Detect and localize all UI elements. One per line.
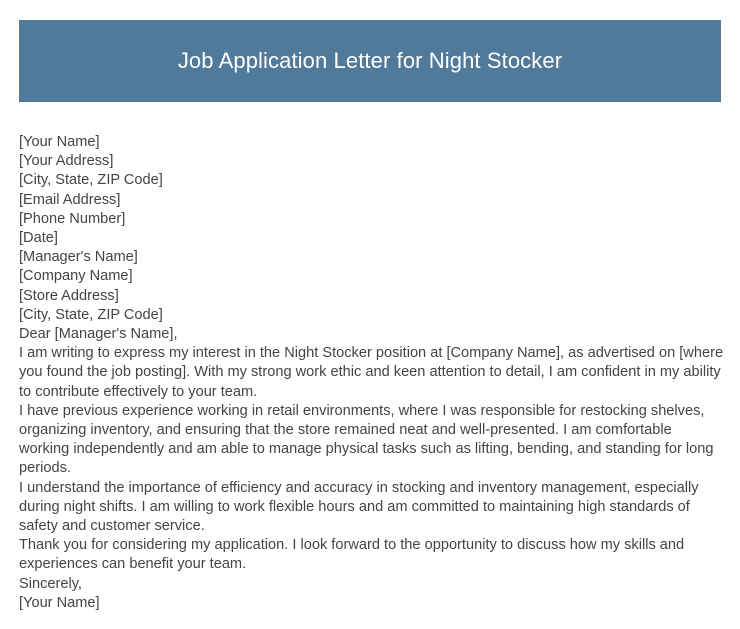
page-title: Job Application Letter for Night Stocker	[177, 47, 563, 73]
sender-line-address: [Your Address]	[19, 153, 114, 170]
body-paragraph-1: I am writing to express my interest in the Night Stocker position at [Company Name], as advertised on [where you found the job posting]. With my strong work ethic and keen attention to detail, I am confident in my ability to contribute effectively to your team.	[19, 345, 724, 400]
salutation: Dear [Manager's Name],	[19, 326, 178, 343]
letter-content	[19, 133, 724, 613]
recipient-address-block	[19, 248, 724, 325]
recipient-line-store: [Store Address]	[19, 287, 119, 304]
recipient-line-city: [City, State, ZIP Code]	[19, 306, 163, 323]
sender-line-name: [Your Name]	[19, 134, 100, 150]
body-paragraph-3: I understand the importance of efficiency and accuracy in stocking and inventory management, especially during night shifts. I am willing to work flexible hours and am committed to maintaining high standards of safety and customer service.	[19, 479, 699, 535]
sender-line-date: [Date]	[19, 230, 58, 247]
closing: Sincerely,	[19, 575, 82, 592]
body-paragraph-2: I have previous experience working in retail environments, where I was responsible for restocking shelves, organizing inventory, and ensuring that the store remained neat and well-presented. I am comfortable working independently and am able to manage physical tasks such as lifting, bending, and standing for long periods.	[19, 402, 714, 477]
body-paragraph-4: Thank you for considering my application. I look forward to the opportunity to discuss how my skills and experiences can benefit your team.	[19, 537, 685, 573]
recipient-line-manager: [Manager's Name]	[19, 249, 138, 266]
sender-address-block	[19, 133, 724, 248]
sender-line-email: [Email Address]	[19, 191, 121, 208]
sender-line-phone: [Phone Number]	[19, 210, 126, 227]
header-banner	[19, 20, 721, 102]
sender-line-city: [City, State, ZIP Code]	[19, 172, 163, 189]
recipient-line-company: [Company Name]	[19, 268, 133, 285]
signature: [Your Name]	[19, 594, 100, 611]
